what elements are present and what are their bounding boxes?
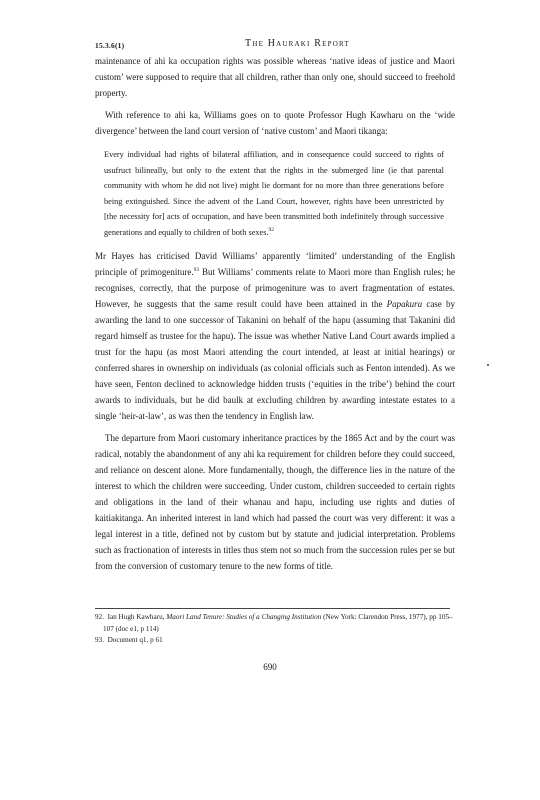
section-number: 15.3.6(1) (95, 41, 125, 50)
paragraph-3 (95, 248, 455, 424)
footnote-92 (95, 612, 455, 635)
page-header (95, 38, 450, 52)
paragraph-3-part-a: Mr Hayes has criticised David Williams’ apparently ‘limited’ understanding of the English principle of primogeniture. (95, 251, 455, 277)
page-number: 690 (263, 662, 277, 672)
paragraph-3-part-c: case by awarding the land to one successor of Takanini on behalf of the hapu (assuming that Takanini did regard himself as trustee for the hapu). The issue was whether Native Land Court awards implied a trust for the hapu (as most Maori attending the court intended, at least at initial hearings) or conferred shares in ownership on individuals (as colonial officials such as Fenton intended). As we have seen, Fenton declined to acknowledge hidden trusts (‘equities in the tribe’) behind the court awards to individuals, but he did baulk at excluding children by awarding intestate estates to a single ‘heir-at-law’, as was then the tendency in English law. (95, 299, 455, 421)
footnotes (95, 612, 455, 647)
paragraph-4: The departure from Maori customary inheritance practices by the 1865 Act and by the court was radical, notably the abandonment of any ahi ka requirement for children before they could succeed, and reliance on descent alone. More fundamentally, though, the difference lies in the nature of the interest to which the children were succeeding. Under custom, children succeeded to certain rights and obligations in the land of their whanau and hapu, including use rights and duties of kaitiakitanga. An inherited interest in land which had passed the court was very different: it was a legal interest in a title, defined not by custom but by statute and judicial interpretation. Problems such as fractionation of interests in titles thus stem not so much from the succession rules per se but from the conversion of customary tenure to the new forms of title. (95, 433, 455, 571)
footnote-92-part-a: 92. Ian Hugh Kawharu, (95, 613, 167, 621)
footnote-92-book-title: Maori Land Tenure: Studies of a Changing Institution (166, 613, 322, 621)
scan-speck (487, 364, 489, 366)
footnote-92-part-b: (New York: Clarendon Press, 1977), pp 105–107 (doc e1, p 114) (103, 613, 453, 633)
running-title: The Hauraki Report (245, 38, 350, 49)
footnote-rule (95, 608, 450, 609)
paragraph-2: With reference to ahi ka, Williams goes on to quote Professor Hugh Kawharu on the ‘wide divergence’ between the land court version of ‘native custom’ and Maori tikanga: (95, 110, 455, 136)
footnote-ref-92[interactable]: 92 (268, 226, 275, 233)
footnote-93: 93. Document q1, p 61 (95, 636, 163, 644)
block-quote (104, 147, 444, 240)
body-text (95, 53, 455, 574)
footnote-ref-93[interactable]: 93 (193, 267, 200, 273)
block-quote-text: Every individual had rights of bilateral affiliation, and in consequence could succeed to rights of usufruct bilineally, but only to the extent that the rights in the submerged line (ie that parental community with whom he did not live) might lie dormant for no more than three generations before being extinguished. Since the advent of the Land Court, however, rights have been unrestricted by [the necessity for] acts of occupation, and have been transmitted both indefinitely through successive generations and equally to children of both sexes. (104, 150, 444, 237)
paragraph-1: maintenance of ahi ka occupation rights was possible whereas ‘native ideas of justice and Maori custom’ were supposed to require that all children, rather than only one, should succeed to freehold property. (95, 56, 455, 98)
paragraph-3-part-b: But Williams’ comments relate to Maori more than English rules; he recognises, correctly, that the purpose of primogeniture was to avert fragmentation of estates. However, he suggests that the same result could have been attained in the (95, 267, 455, 309)
case-name: Papakura (386, 299, 423, 309)
